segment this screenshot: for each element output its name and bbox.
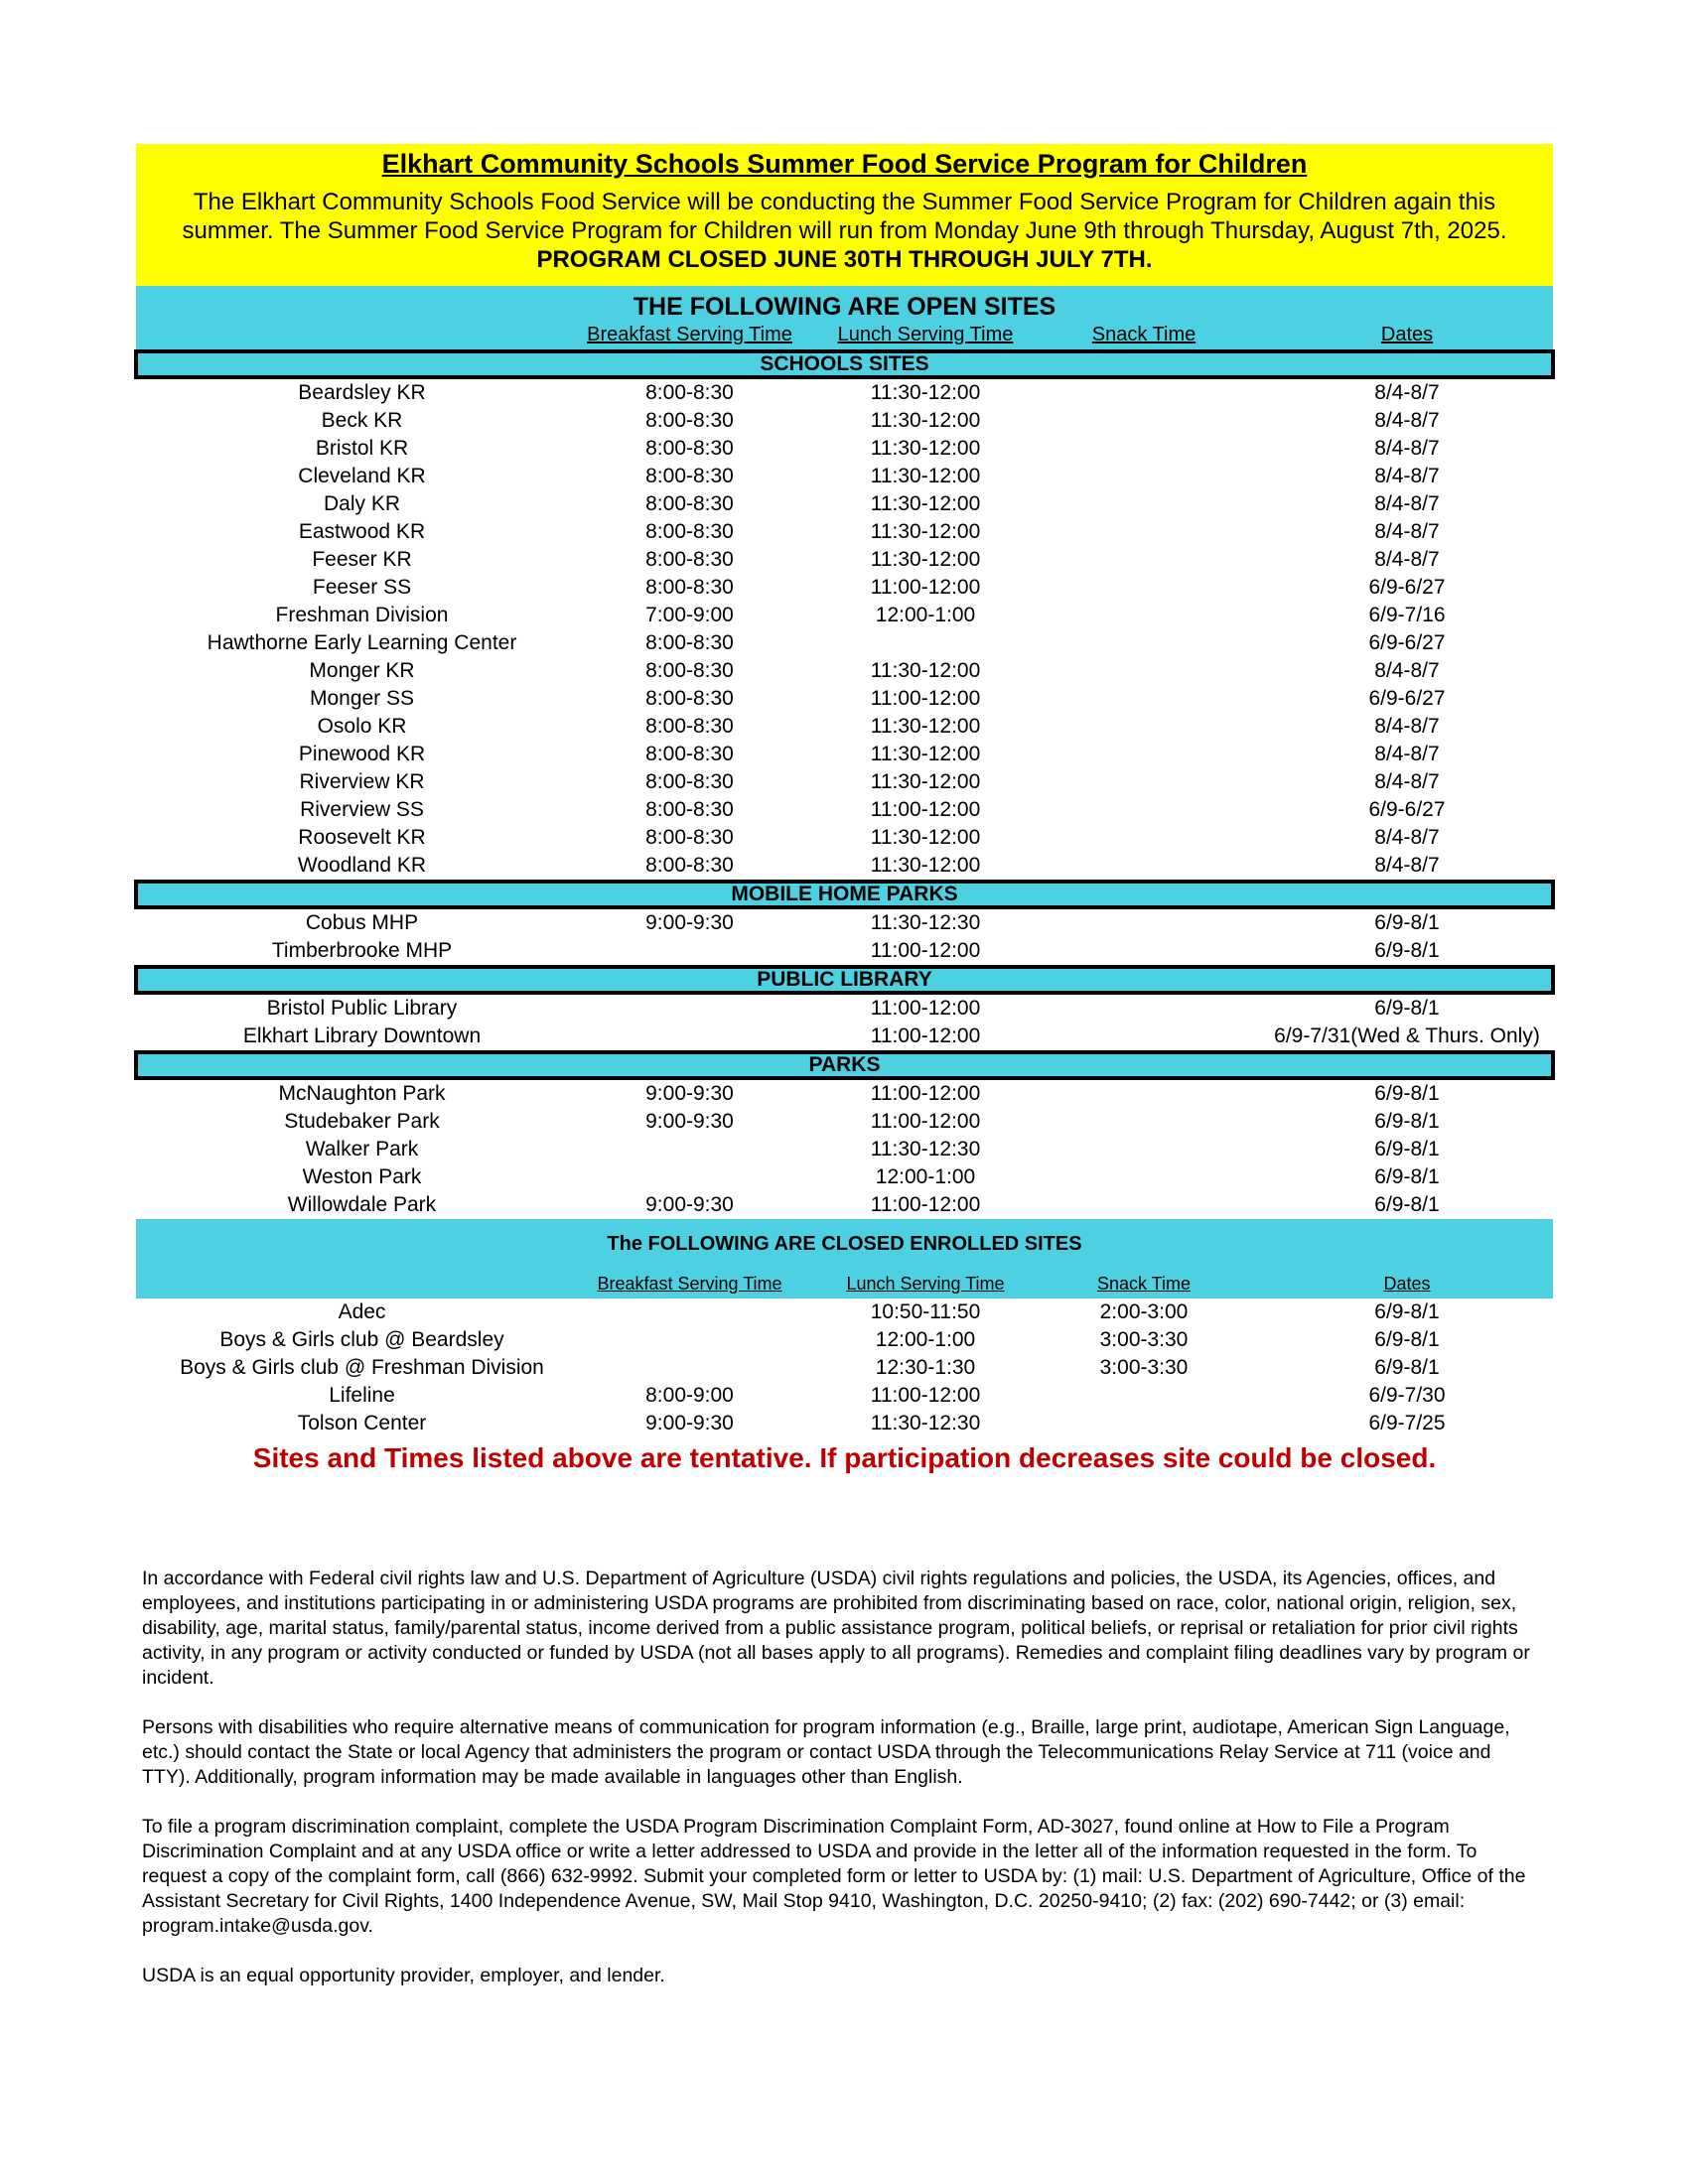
dates: 6/9-8/1: [1374, 1110, 1440, 1133]
legal-paragraph: USDA is an equal opportunity provider, employer, and lender.: [142, 1965, 665, 1986]
table-row: [136, 1410, 1553, 1437]
dates: 6/9-8/1: [1374, 911, 1440, 934]
breakfast-time: 8:00-8:30: [645, 437, 734, 460]
lunch-time: 11:00-12:00: [870, 1110, 981, 1133]
table-row: [136, 741, 1553, 768]
col-lunch: Lunch Serving Time: [846, 1274, 1005, 1294]
lunch-time: 11:30-12:30: [870, 911, 981, 934]
table-row: [136, 1191, 1553, 1219]
site-name: Riverview SS: [300, 798, 424, 821]
site-name: Daly KR: [323, 492, 401, 515]
table-row: [136, 1298, 1553, 1326]
dates: 6/9-8/1: [1374, 1328, 1440, 1351]
lunch-time: 11:30-12:00: [870, 548, 981, 571]
dates: 6/9-7/30: [1368, 1384, 1446, 1407]
site-name: Elkhart Library Downtown: [242, 1024, 482, 1047]
breakfast-time: 8:00-9:00: [645, 1384, 734, 1407]
dates: 6/9-8/1: [1374, 1193, 1440, 1216]
site-name: Adec: [338, 1300, 386, 1323]
table-row: [136, 852, 1553, 880]
legal-paragraph: Persons with disabilities who require alternative means of communication for program information (e.g., Braille, large print, audiotape, American Sign Language, etc.) should contact the State or local Agency that administers the program or contact USDA through the Telecommunications Relay Service at 711 (voice and TTY). Additionally, program information may be made available in languages other than English.: [142, 1716, 1510, 1788]
table-row: [136, 796, 1553, 824]
header-banner: [136, 144, 1553, 286]
lunch-time: 11:30-12:00: [870, 743, 981, 765]
open-sites-table: [136, 349, 1553, 1219]
legal-paragraph: In accordance with Federal civil rights law and U.S. Department of Agriculture (USDA) civil rights regulations and policies, the USDA, its Agencies, offices, and employees, and institutions participating in or administering USDA programs are prohibited from discriminating based on race, color, national origin, religion, sex, disability, age, marital status, family/parental status, income derived from a public assistance program, political beliefs, or reprisal or retaliation for prior civil rights activity, in any program or activity conducted or funded by USDA (not all bases apply to all programs). Remedies and complaint filing deadlines vary by program or incident.: [142, 1568, 1530, 1689]
lunch-time: 12:00-1:00: [875, 1165, 976, 1188]
lunch-time: 11:30-12:00: [870, 409, 981, 432]
table-row: [136, 713, 1553, 741]
site-name: Cobus MHP: [305, 911, 419, 934]
lunch-time: 11:00-12:00: [870, 939, 981, 962]
dates: 6/9-6/27: [1368, 687, 1446, 710]
lunch-time: 11:30-12:00: [870, 826, 981, 849]
site-name: Beardsley KR: [298, 381, 426, 404]
tentative-notice: Sites and Times listed above are tentative. If participation decreases site could be closed.: [252, 1442, 1437, 1473]
table-row: [136, 463, 1553, 490]
dates: 8/4-8/7: [1374, 548, 1440, 571]
site-name: Willowdale Park: [287, 1193, 437, 1216]
breakfast-time: 8:00-8:30: [645, 492, 734, 515]
section-header: PARKS: [134, 1050, 1555, 1080]
table-row: [136, 937, 1553, 965]
breakfast-time: 7:00-9:00: [645, 604, 734, 626]
table-row: [136, 602, 1553, 629]
table-row: [136, 1136, 1553, 1163]
dates: 8/4-8/7: [1374, 465, 1440, 487]
breakfast-time: 8:00-8:30: [645, 409, 734, 432]
dates: 6/9-8/1: [1374, 1082, 1440, 1105]
section-header: PUBLIC LIBRARY: [134, 965, 1555, 995]
lunch-time: 12:00-1:00: [875, 604, 976, 626]
snack-time: 2:00-3:00: [1099, 1300, 1189, 1323]
lunch-time: 11:00-12:00: [870, 1384, 981, 1407]
table-row: [136, 1163, 1553, 1191]
dates: 8/4-8/7: [1374, 520, 1440, 543]
table-row: [136, 518, 1553, 546]
col-snack: Snack Time: [1091, 324, 1196, 345]
dates: 6/9-8/1: [1374, 1165, 1440, 1188]
site-name: Boys & Girls club @ Beardsley: [219, 1328, 504, 1351]
site-name: Monger KR: [309, 659, 415, 682]
site-name: Freshman Division: [275, 604, 449, 626]
dates: 6/9-6/27: [1368, 631, 1446, 654]
dates: 8/4-8/7: [1374, 826, 1440, 849]
lunch-time: 11:00-12:00: [870, 576, 981, 599]
open-sites-header: [136, 286, 1553, 349]
lunch-time: 11:00-12:00: [870, 798, 981, 821]
table-row: [136, 546, 1553, 574]
dates: 8/4-8/7: [1374, 437, 1440, 460]
lunch-time: 11:00-12:00: [870, 1082, 981, 1105]
table-row: [136, 909, 1553, 937]
dates: 8/4-8/7: [1374, 854, 1440, 877]
site-name: Timberbrooke MHP: [271, 939, 453, 962]
breakfast-time: 8:00-8:30: [645, 798, 734, 821]
dates: 8/4-8/7: [1374, 659, 1440, 682]
intro-paragraph: [136, 182, 1553, 274]
lunch-time: 10:50-11:50: [870, 1300, 981, 1323]
table-row: [136, 629, 1553, 657]
snack-time: 3:00-3:30: [1099, 1328, 1189, 1351]
site-name: McNaughton Park: [278, 1082, 446, 1105]
breakfast-time: 8:00-8:30: [645, 576, 734, 599]
site-name: Boys & Girls club @ Freshman Division: [180, 1356, 544, 1379]
dates: 6/9-8/1: [1374, 1356, 1440, 1379]
breakfast-time: 9:00-9:30: [645, 1082, 734, 1105]
site-name: Osolo KR: [317, 715, 407, 738]
closed-sites-table: [136, 1298, 1553, 1437]
lunch-time: 11:30-12:00: [870, 437, 981, 460]
site-name: Pinewood KR: [298, 743, 426, 765]
closed-column-headers: [136, 1271, 1553, 1298]
breakfast-time: 8:00-8:30: [645, 520, 734, 543]
breakfast-time: 9:00-9:30: [645, 1412, 734, 1434]
lunch-time: 11:00-12:00: [870, 1024, 981, 1047]
nondiscrimination-statement: [142, 1567, 1532, 2013]
dates: 8/4-8/7: [1374, 409, 1440, 432]
lunch-time: 11:30-12:00: [870, 659, 981, 682]
site-name: Tolson Center: [297, 1412, 427, 1434]
breakfast-time: 8:00-8:30: [645, 770, 734, 793]
table-row: [136, 490, 1553, 518]
lunch-time: 11:30-12:30: [870, 1138, 981, 1160]
site-name: Weston Park: [302, 1165, 422, 1188]
schedule-document: [136, 144, 1553, 1475]
col-snack: Snack Time: [1096, 1274, 1192, 1294]
site-name: Feeser SS: [312, 576, 412, 599]
lunch-time: 11:30-12:00: [870, 465, 981, 487]
table-row: [136, 1382, 1553, 1410]
lunch-time: 12:30-1:30: [875, 1356, 976, 1379]
lunch-time: 11:30-12:00: [870, 770, 981, 793]
lunch-time: 11:00-12:00: [870, 997, 981, 1020]
breakfast-time: 8:00-8:30: [645, 659, 734, 682]
lunch-time: 12:00-1:00: [875, 1328, 976, 1351]
dates: 6/9-7/25: [1368, 1412, 1446, 1434]
site-name: Studebaker Park: [284, 1110, 440, 1133]
breakfast-time: 8:00-8:30: [645, 826, 734, 849]
table-row: [136, 435, 1553, 463]
open-sites-heading: THE FOLLOWING ARE OPEN SITES: [633, 293, 1056, 321]
site-name: Walker Park: [305, 1138, 419, 1160]
table-row: [136, 574, 1553, 602]
lunch-time: 11:00-12:00: [870, 1193, 981, 1216]
table-row: [136, 1354, 1553, 1382]
legal-paragraph: To file a program discrimination complaint, complete the USDA Program Discrimination Complaint Form, AD-3027, found online at How to File a Program Discrimination Complaint and at any USDA office or write a letter addressed to USDA and provide in the letter all of the information requested in the form. To request a copy of the complaint form, call (866) 632-9992. Submit your completed form or letter to USDA by: (1) mail: U.S. Department of Agriculture, Office of the Assistant Secretary for Civil Rights, 1400 Independence Avenue, SW, Mail Stop 9410, Washington, D.C. 20250-9410; (2) fax: (202) 690-7442; or (3) email: program.intake@usda.gov.: [142, 1816, 1526, 1937]
col-dates: Dates: [1383, 1274, 1431, 1294]
breakfast-time: 8:00-8:30: [645, 743, 734, 765]
site-name: Roosevelt KR: [298, 826, 426, 849]
lunch-time: 11:30-12:00: [870, 520, 981, 543]
table-row: [136, 1326, 1553, 1354]
dates: 8/4-8/7: [1374, 743, 1440, 765]
breakfast-time: 8:00-8:30: [645, 548, 734, 571]
dates: 6/9-8/1: [1374, 1300, 1440, 1323]
table-row: [136, 1023, 1553, 1050]
section-header: SCHOOLS SITES: [134, 349, 1555, 379]
site-name: Hawthorne Early Learning Center: [207, 631, 517, 654]
breakfast-time: 8:00-8:30: [645, 465, 734, 487]
open-column-headers: [136, 322, 1553, 349]
lunch-time: 11:30-12:00: [870, 715, 981, 738]
site-name: Beck KR: [321, 409, 403, 432]
dates: 6/9-8/1: [1374, 1138, 1440, 1160]
breakfast-time: 9:00-9:30: [645, 1110, 734, 1133]
dates: 8/4-8/7: [1374, 492, 1440, 515]
breakfast-time: 8:00-8:30: [645, 631, 734, 654]
breakfast-time: 8:00-8:30: [645, 715, 734, 738]
col-breakfast: Breakfast Serving Time: [597, 1274, 782, 1294]
col-breakfast: Breakfast Serving Time: [587, 324, 792, 345]
site-name: Lifeline: [329, 1384, 395, 1407]
lunch-time: 11:30-12:30: [870, 1412, 981, 1434]
breakfast-time: 8:00-8:30: [645, 854, 734, 877]
lunch-time: 11:30-12:00: [870, 381, 981, 404]
page-title: Elkhart Community Schools Summer Food Service Program for Children: [381, 149, 1308, 179]
site-name: Eastwood KR: [298, 520, 426, 543]
table-row: [136, 407, 1553, 435]
lunch-time: 11:30-12:00: [870, 854, 981, 877]
closed-sites-heading: The FOLLOWING ARE CLOSED ENROLLED SITES: [607, 1233, 1082, 1255]
col-lunch: Lunch Serving Time: [837, 324, 1014, 345]
breakfast-time: 8:00-8:30: [645, 687, 734, 710]
dates: 6/9-7/16: [1368, 604, 1446, 626]
closed-sites-header: [136, 1219, 1553, 1298]
table-row: [136, 768, 1553, 796]
dates: 6/9-8/1: [1374, 997, 1440, 1020]
table-row: [136, 1080, 1553, 1108]
site-name: Feeser KR: [312, 548, 412, 571]
lunch-time: 11:30-12:00: [870, 492, 981, 515]
section-header: MOBILE HOME PARKS: [134, 880, 1555, 909]
dates: 6/9-7/31(Wed & Thurs. Only): [1274, 1024, 1540, 1047]
closure-notice: PROGRAM CLOSED JUNE 30TH THROUGH JULY 7TH.: [536, 246, 1153, 273]
site-name: Cleveland KR: [298, 465, 426, 487]
dates: 8/4-8/7: [1374, 715, 1440, 738]
table-row: [136, 1108, 1553, 1136]
site-name: Bristol KR: [315, 437, 409, 460]
site-name: Monger SS: [309, 687, 415, 710]
dates: 6/9-6/27: [1368, 798, 1446, 821]
table-row: [136, 995, 1553, 1023]
table-row: [136, 685, 1553, 713]
breakfast-time: 9:00-9:30: [645, 1193, 734, 1216]
dates: 8/4-8/7: [1374, 381, 1440, 404]
dates: 6/9-8/1: [1374, 939, 1440, 962]
breakfast-time: 8:00-8:30: [645, 381, 734, 404]
table-row: [136, 824, 1553, 852]
breakfast-time: 9:00-9:30: [645, 911, 734, 934]
site-name: Bristol Public Library: [266, 997, 458, 1020]
dates: 6/9-6/27: [1368, 576, 1446, 599]
intro-text: The Elkhart Community Schools Food Service will be conducting the Summer Food Service Program for Children again this summer. The Summer Food Service Program for Children will run from Monday June 9th through Thursday, August 7th, 2025.: [182, 189, 1507, 244]
col-dates: Dates: [1380, 324, 1434, 345]
site-name: Woodland KR: [297, 854, 427, 877]
lunch-time: 11:00-12:00: [870, 687, 981, 710]
table-row: [136, 657, 1553, 685]
dates: 8/4-8/7: [1374, 770, 1440, 793]
table-row: [136, 379, 1553, 407]
snack-time: 3:00-3:30: [1099, 1356, 1189, 1379]
site-name: Riverview KR: [299, 770, 425, 793]
